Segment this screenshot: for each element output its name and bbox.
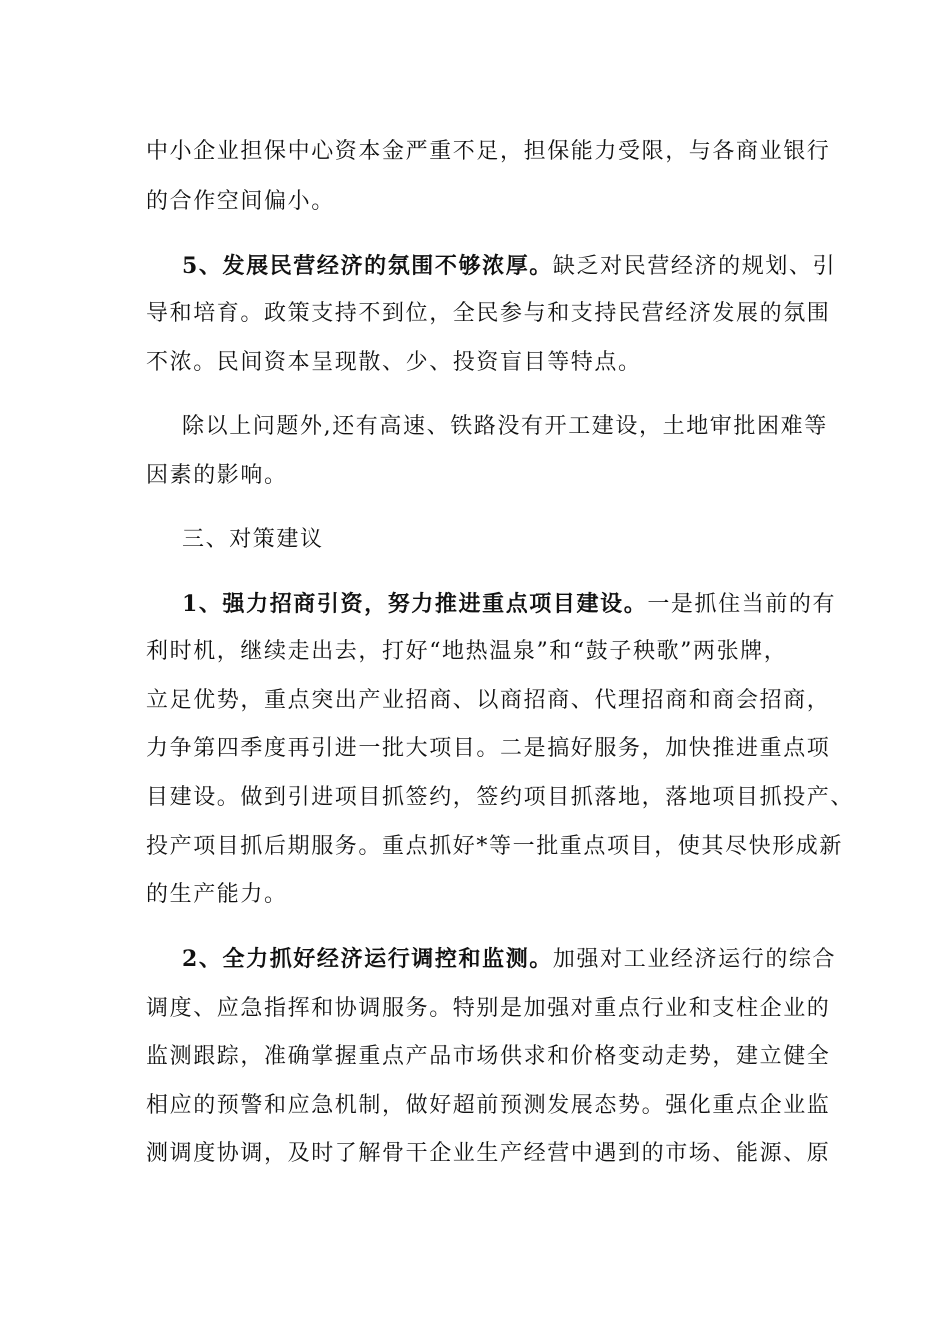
paragraph-first-line <box>182 589 836 620</box>
paragraph-first-line <box>182 251 836 282</box>
body-text: 加强对工业经济运行的综合 <box>552 947 837 972</box>
body-text-line: 的合作空间偏小。 <box>146 189 335 214</box>
body-text-line: 导和培育。政策支持不到位，全民参与和支持民营经济发展的氛围 <box>146 301 831 326</box>
body-text-line: 不浓。民间资本呈现散、少、投资盲目等特点。 <box>146 350 642 375</box>
paragraph-heading: 1、强力招商引资，努力推进重点项目建设。 <box>182 591 648 617</box>
body-text-line: 的生产能力。 <box>146 882 288 907</box>
body-text-line: 目建设。做到引进项目抓签约，签约项目抓落地，落地项目抓投产、 <box>146 785 855 810</box>
body-text-line: 测调度协调，及时了解骨干企业生产经营中遇到的市场、能源、原 <box>146 1141 831 1166</box>
body-text-line: 相应的预警和应急机制，做好超前预测发展态势。强化重点企业监 <box>146 1093 831 1118</box>
body-text-line: 力争第四季度再引进一批大项目。二是搞好服务，加快推进重点项 <box>146 736 831 761</box>
body-text-line: 立足优势，重点突出产业招商、以商招商、代理招商和商会招商， <box>146 688 831 713</box>
body-text: 缺乏对民营经济的规划、引 <box>552 254 837 279</box>
body-text-line: 投产项目抓后期服务。重点抓好*等一批重点项目，使其尽快形成新 <box>146 834 844 859</box>
body-text-line: 利时机，继续走出去，打好“地热温泉”和“鼓子秧歌”两张牌， <box>146 639 788 664</box>
section-title: 三、对策建议 <box>182 527 324 552</box>
body-text-line: 中小企业担保中心资本金严重不足，担保能力受限，与各商业银行 <box>146 139 831 164</box>
body-text-line: 因素的影响。 <box>146 463 288 488</box>
body-text: 一是抓住当前的有 <box>647 592 837 617</box>
paragraph-first-line <box>182 944 836 975</box>
body-text-line: 调度、应急指挥和协调服务。特别是加强对重点行业和支柱企业的 <box>146 996 831 1021</box>
paragraph-heading: 2、全力抓好经济运行调控和监测。 <box>182 946 553 972</box>
body-text-line: 除以上问题外,还有高速、铁路没有开工建设，土地审批困难等 <box>182 414 828 439</box>
body-text-line: 监测跟踪，准确掌握重点产品市场供求和价格变动走势，建立健全 <box>146 1044 831 1069</box>
paragraph-heading: 5、发展民营经济的氛围不够浓厚。 <box>182 253 553 279</box>
